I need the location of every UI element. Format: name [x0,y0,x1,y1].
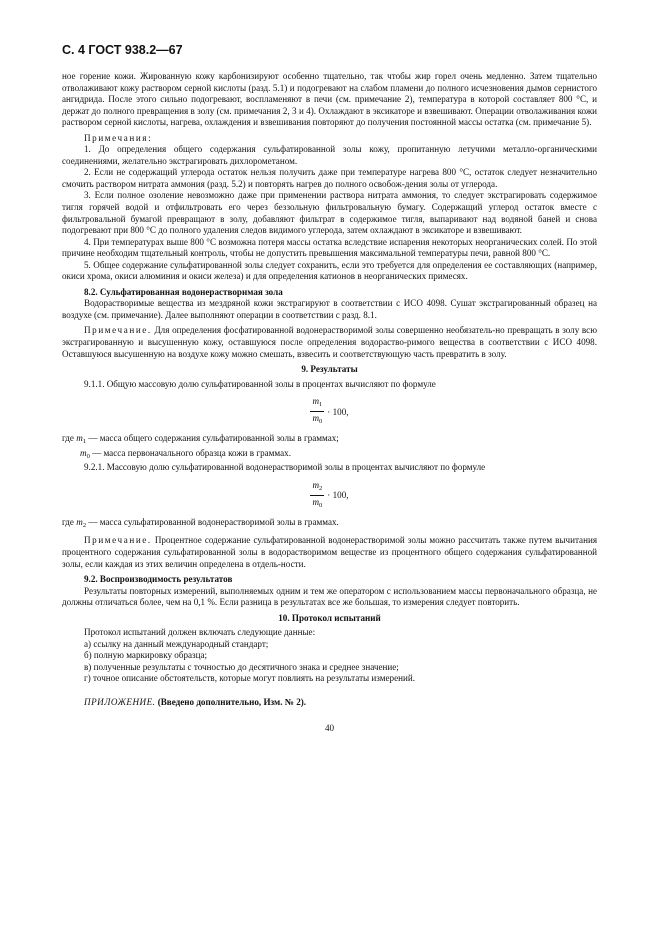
note-label: Примечание. [84,325,152,336]
document-page [62,43,597,734]
page-number: 40 [324,722,335,733]
section-9-2-text: Результаты повторных измерений, выполняемых одним и тем же оператором с использованием массы первоначального образца, не должны отличаться более, чем на 0,1 %. Если разница в результатах все же большая, то измерения следует повторить. [62,585,597,608]
where-m2: где $m_2$ — масса сульфатированной водонерастворимой золы в граммах. [62,516,339,529]
note-2: 2. Если не содержащий углерода остаток нельзя получить даже при температуре нагрева 800 °С, остаток следует незначительно смочить раствором нитрата аммония (разд. 5.2) и повторять нагрев до полного освобож-дения золы от углерода. [62,167,597,189]
section-9-note [62,535,597,570]
section-8-2-text: Водорастворимые вещества из мездряной кожи экстрагируют в соответствии с ИСО 4098. Сушат экстрагированный образец на воздухе (см. примечание). Далее выполняют операции в соответствии с разд. 8.1. [62,298,597,320]
note-label: Примечание. [84,535,152,546]
paragraph-9-1-1: 9.1.1. Общую массовую долю сульфатированной золы в процентах вычисляют по формуле [84,378,436,389]
formula-2 [62,480,597,511]
appendix-text: (Введено дополнительно, Изм. № 2). [155,696,307,707]
where-m0: $m_0$ — масса первоначального образца кожи в граммах. [80,447,291,460]
section-8-2-title: 8.2. Сульфатированная водонерастворимая зола [84,286,283,297]
list-item-b: б) полную маркировку образца; [84,650,208,661]
appendix-line [62,697,597,709]
intro-paragraph: ное горение кожи. Жированную кожу карбонизируют особенно тщательно, так чтобы жир горел очень медленно. Затем тщательно отволаживают кожу раствором серной кислоты (разд. 5.1) и подогревают на слабом пламени до полного исчезновения дымов сернистого ангидрида. После этого сильно подогревают, воспламеняют в печи (см. примечание 2), температура в которой составляет 800 °С, и держат до полного превращения в золу (см. примечания 2, 3 и 4). Охлаждают в эксикаторе и взвешивают. Операции отволаживания кожи раствором серной кислоты, нагрева, охлаждения и взвешивания повторяют до получения постоянной массы остатка (см. примечание 5). [62,71,597,128]
formula-1 [62,396,597,427]
note-3: 3. Если полное озоление невозможно даже при применении раствора нитрата аммония, то следует экстрагировать содержимое тигля горячей водой и отфильтровать его через беззольную фильтровальную бумагу. Содержащий углерод остаток вместе с фильтровальной бумагой превращают в золу, добавляют фильтрат в содержимое тигля, выпаривают над водяной баней и снова подогревают при 800 °С до полного удаления следов видимого углерода, затем охлаждают в эксикаторе и взвешивают. [62,190,597,236]
note-text: Для определения фосфатированной водонерастворимой золы совершенно необязатель-но превращать в золу всю экстрагированную и высушенную кожу, оставшуюся после определения водораство-римого вещества в соответствии с ИСО 4098. Оставшуюся высушенную на воздухе кожу можно смешать, взвесить и соответствующую часть превратить в золу. [62,325,597,359]
fraction: $\frac{m_1}{m_0}$ [312,396,323,426]
notes-title: Примечания: [84,132,153,143]
list-item-a: а) ссылку на данный международный стандарт; [84,638,269,649]
list-item-g: г) точное описание обстоятельств, которые могут повлиять на результаты измерений. [84,673,416,684]
list-item-v: в) полученные результаты с точностью до десятичного знака и среднее значение; [84,661,399,672]
section-10-title: 10. Протокол испытаний [278,612,381,623]
multiplier: · 100, [327,490,349,501]
note-4: 4. При температурах выше 800 °С возможна потеря массы остатка вследствие испарения некоторых неорганических солей. По этой причине необходим тщательный контроль, чтобы не допустить превышения максимальной температуры печи, равной 800 °С. [62,236,597,259]
section-10-intro: Протокол испытаний должен включать следующие данные: [84,627,316,638]
note-5: 5. Общее содержание сульфатированной золы следует сохранить, если это требуется для определения ее составляющих (например, окиси хрома, окиси алюминия и окиси железа) и для определения катионов в неорганических примесях. [62,259,597,282]
paragraph-9-2-1: 9.2.1. Массовую долю сульфатированной водонерастворимой золы в процентах вычисляют по формуле [84,462,486,473]
section-9-2-title: 9.2. Воспроизводимость результатов [84,574,233,585]
where-m1: где $m_1$ — масса общего содержания сульфатированной золы в граммах; [62,433,339,446]
appendix-label: ПРИЛОЖЕНИЕ. [84,696,156,707]
multiplier: · 100, [327,406,349,417]
section-8-2-note [62,325,597,360]
note-1: 1. До определения общего содержания сульфатированной золы кожу, пропитанную летучими металло-органическими соединениями, желательно экстрагировать дихлорометаном. [62,144,597,166]
note-text: Процентное содержание сульфатированной водонерастворимой золы можно рассчитать также путем вычитания процентного содержания сульфатированной золы в водорастворимом веществе из процентного общего содержания сульфатированной золы, если каждая из этих величин определена в отдель-ности. [62,535,597,569]
page-header: С. 4 ГОСТ 938.2—67 [62,43,183,57]
section-9-title: 9. Результаты [301,364,358,375]
fraction: $\frac{m_2}{m_0}$ [312,479,323,509]
